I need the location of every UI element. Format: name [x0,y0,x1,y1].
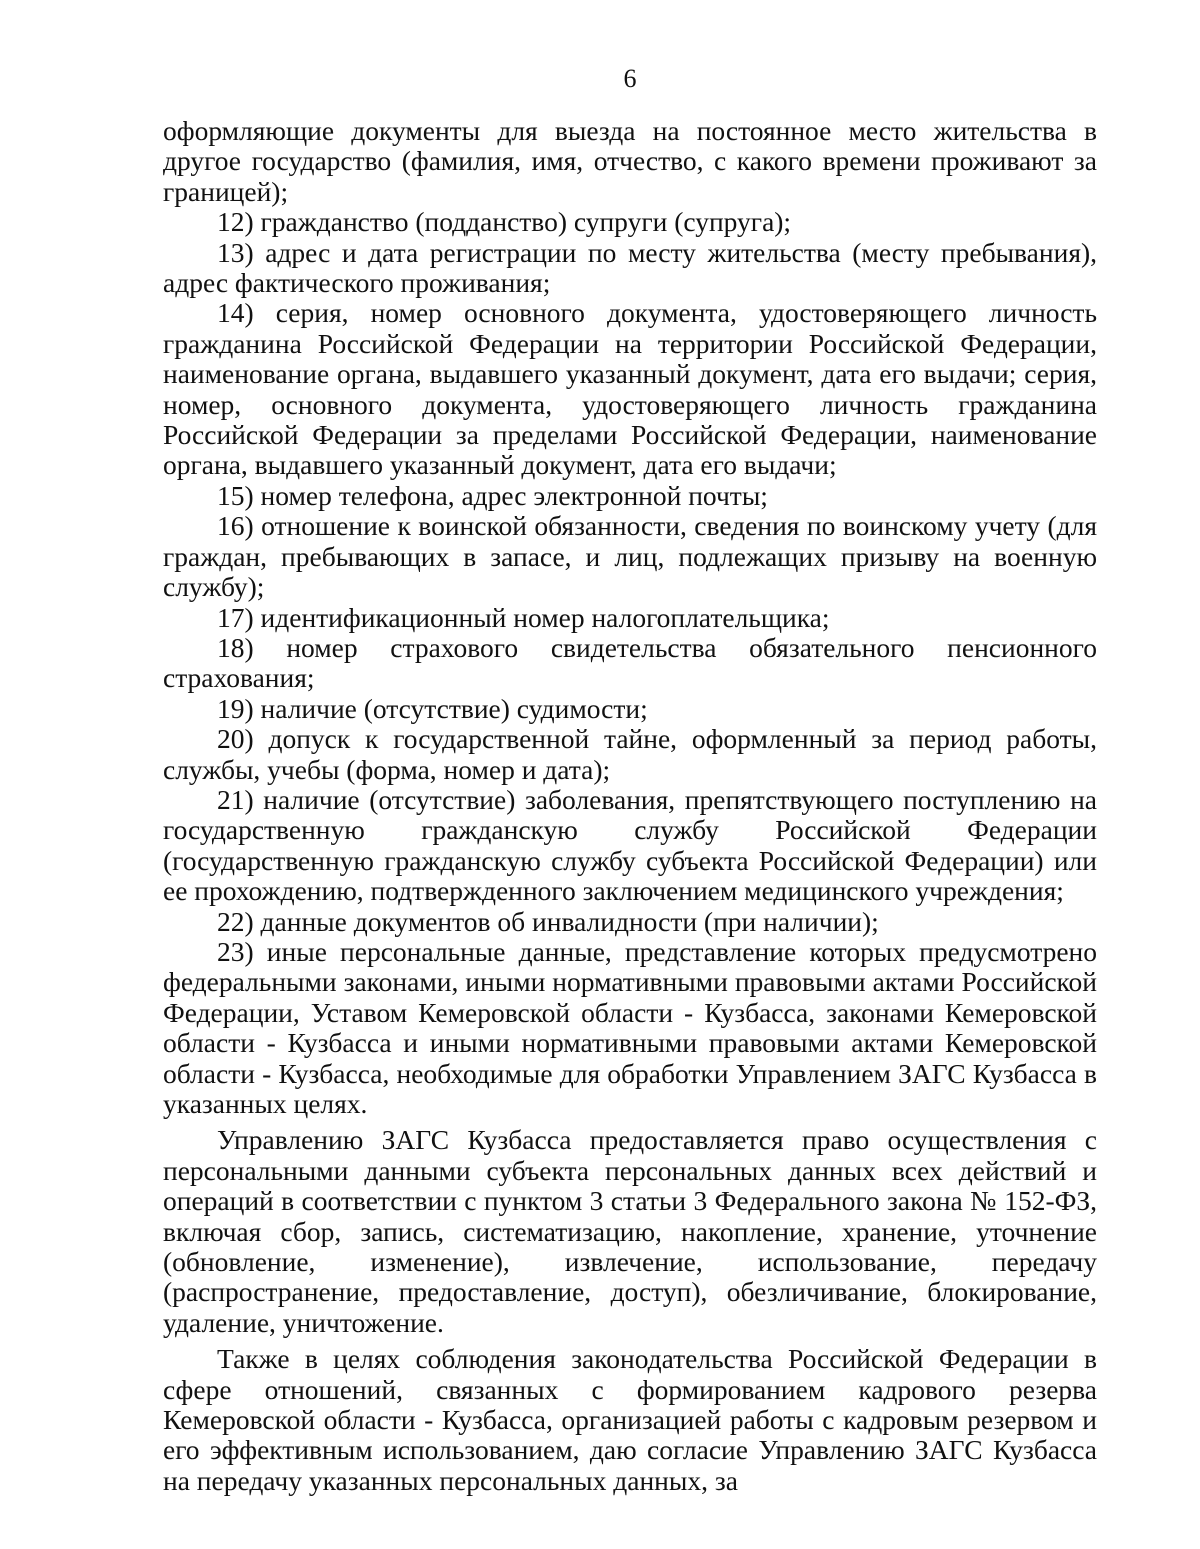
paragraph-item-22: 22) данные документов об инвалидности (при наличии); [217,905,879,937]
paragraph-item-17: 17) идентификационный номер налогоплательщика; [217,601,830,633]
paragraph-item-19: 19) наличие (отсутствие) судимости; [217,692,648,724]
paragraph-item-23: 23) иные персональные данные, представление которых предусмотрено федеральными законами, иными нормативными правовыми актами Российской Федерации, Уставом Кемеровской области - Кузбасса, законами Кемеровской области - Кузбасса и иными нормативными правовыми актами Кемеровской области - Кузбасса, необходимые для обработки Управлением ЗАГС Кузбасса в указанных целях. [163,935,1097,1119]
document-body [163,116,1097,1496]
paragraph-continuation: оформляющие документы для выезда на постоянное место жительства в другое государство (фамилия, имя, отчество, с какого времени проживают за границей); [163,115,1097,207]
paragraph-item-18: 18) номер страхового свидетельства обязательного пенсионного страхования; [163,631,1097,694]
paragraph-item-20: 20) допуск к государственной тайне, оформленный за период работы, службы, учебы (форма, номер и дата); [163,723,1097,785]
paragraph-item-16: 16) отношение к воинской обязанности, сведения по воинскому учету (для граждан, пребывающих в запасе, и лиц, подлежащих призыву на военную службу); [163,510,1097,603]
paragraph-item-21: 21) наличие (отсутствие) заболевания, препятствующего поступлению на государственную гражданскую службу Российской Федерации (государственную гражданскую службу субъекта Российской Федерации) или ее прохождению, подтвержденного заключением медицинского учреждения; [163,783,1097,907]
paragraph-consent: Также в целях соблюдения законодательства Российской Федерации в сфере отношений, связанных с формированием кадрового резерва Кемеровской области - Кузбасса, организацией работы с кадровым резервом и его эффективным использованием, даю согласие Управлению ЗАГС Кузбасса на передачу указанных персональных данных, за [163,1343,1097,1496]
paragraph-item-13: 13) адрес и дата регистрации по месту жительства (месту пребывания), адрес фактического проживания; [163,236,1097,299]
page-number: 6 [623,64,637,93]
paragraph-item-12: 12) гражданство (подданство) супруги (супруга); [217,206,792,238]
paragraph-rights: Управлению ЗАГС Кузбасса предоставляется право осуществления с персональными данными субъекта персональных данных всех действий и операций в соответствии с пунктом 3 статьи 3 Федерального закона № 152-ФЗ, включая сбор, запись, систематизацию, накопление, хранение, уточнение (обновление, изменение), извлечение, использование, передачу (распространение, предоставление, доступ), обезличивание, блокирование, удаление, уничтожение. [163,1124,1097,1338]
paragraph-item-14: 14) серия, номер основного документа, удостоверяющего личность гражданина Российской Федерации на территории Российской Федерации, наименование органа, выдавшего указанный документ, дата его выдачи; серия, номер, основного документа, удостоверяющего личность гражданина Российской Федерации за пределами Российской Федерации, наименование органа, выдавшего указанный документ, дата его выдачи; [163,297,1097,481]
paragraph-item-15: 15) номер телефона, адрес электронной почты; [217,479,768,511]
